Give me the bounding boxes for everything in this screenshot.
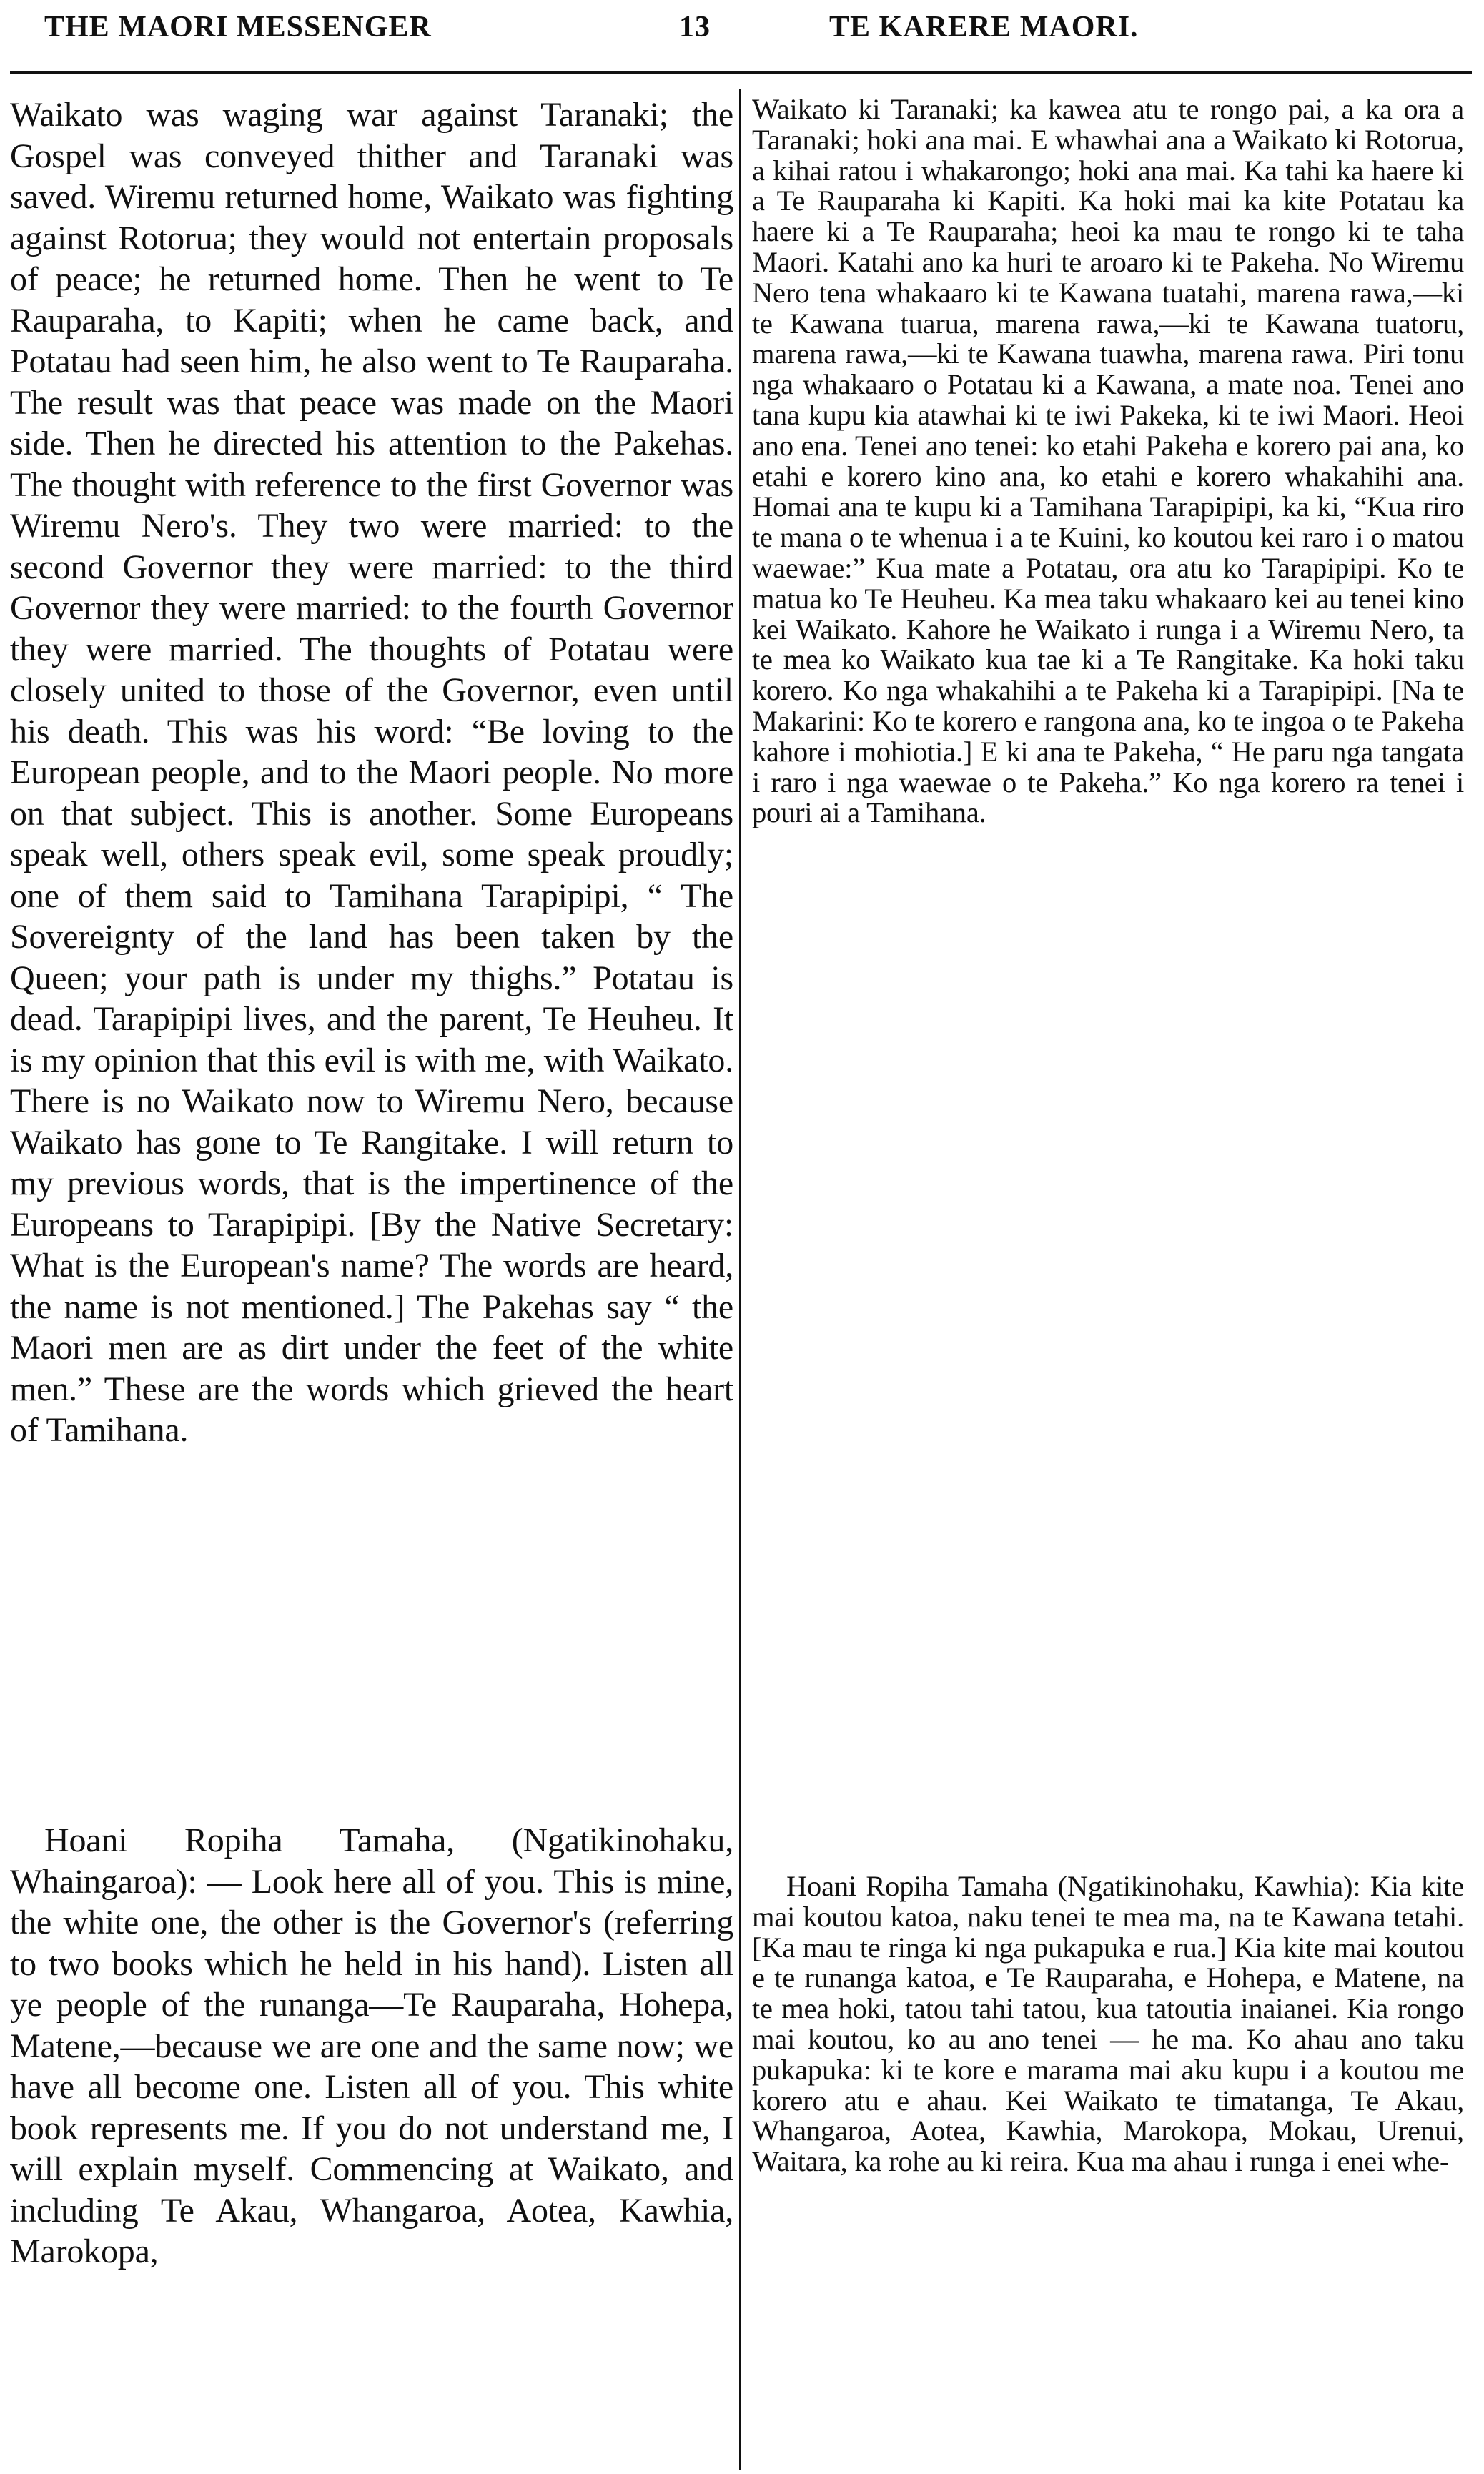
masthead-english: THE MAORI MESSENGER	[44, 11, 432, 44]
header-rule	[10, 71, 1472, 74]
page-number: 13	[679, 11, 711, 44]
maori-block-2	[752, 1871, 1464, 2177]
english-block-2	[10, 1820, 733, 2272]
maori-paragraph: Hoani Ropiha Tamaha (Ngatikinohaku, Kawhia): Kia kite mai koutou katoa, naku tenei te mea ma, na te Kawana tetahi. [Ka mau te ringa ki nga pukapuka e rua.] Kia kite mai koutou e te runanga katoa, e Te Rauparaha, e Hohepa, e Matene, na te mea hoki, tatou tahi tatou, kua tatoutia inaianei. Kia rongo mai koutou, ko au ano tenei — he ma. Ko ahau ano taku pukapuka: ki te kore e marama mai aku kupu i a koutou me korero atu e ahau. Kei Waikato te timatanga, Te Akau, Whangaroa, Aotea, Kawhia, Marokopa, Mokau, Urenui, Waitara, ka rohe au ki reira. Kua ma ahau i runga i enei whe-	[752, 1870, 1464, 2178]
page-header	[0, 0, 1484, 64]
english-paragraph: Waikato was waging war against Taranaki; the Gospel was conveyed thither and Taranaki was saved. Wiremu returned home, Waikato was fighting against Rotorua; they would not entertain proposals of peace; he returned home. Then he went to Te Rauparaha, to Kapiti; when he came back, and Potatau had seen him, he also went to Te Rauparaha. The result was that peace was made on the Maori side. Then he directed his attention to the Pakehas. The thought with reference to the first Governor was Wiremu Nero's. They two were married: to the second Governor they were married: to the third Governor they were married: to the fourth Governor they were married. The thoughts of Potatau were closely united to those of the Governor, even until his death. This was his word: “Be loving to the European people, and to the Maori people. No more on that subject. This is another. Some Europeans speak well, others speak evil, some speak proudly; one of them said to Tamihana Tarapipipi, “ The Sovereignty of the land has been taken by the Queen; your path is under my thighs.” Potatau is dead. Tarapipipi lives, and the parent, Te Heuheu. It is my opinion that this evil is with me, with Waikato. There is no Waikato now to Wiremu Nero, because Waikato has gone to Te Rangitake. I will return to my previous words, that is the impertinence of the Europeans to Tarapipipi. [By the Native Secretary: What is the European's name? The words are heard, the name is not mentioned.] The Pakehas say “ the Maori men are as dirt under the feet of the white men.” These are the words which grieved the heart of Tamihana.	[10, 96, 733, 1449]
maori-paragraph: Waikato ki Taranaki; ka kawea atu te rongo pai, a ka ora a Taranaki; hoki ana mai. E whawhai ana a Waikato ki Rotorua, a kihai ratou i whakarongo; hoki ana mai. Ka tahi ka haere ki a Te Rauparaha ki Kapiti. Ka hoki mai ka kite Potatau ka haere ki a Te Rauparaha; heoi ka mau te rongo ki te taha Maori. Katahi ano ka huri te aroaro ki te Pakeha. No Wiremu Nero tena whakaaro ki te Kawana tuatahi, marena rawa,—ki te Kawana tuarua, marena rawa,—ki te Kawana tuatoru, marena rawa,—ki te Kawana tuawha, marena rawa. Piri tonu nga whakaaro o Potatau ki a Kawana, a mate noa. Tenei ano tana kupu kia atawhai ki te iwi Pakeka, ki te iwi Maori. Heoi ano ena. Tenei ano tenei: ko etahi Pakeha e korero pai ana, ko etahi e korero kino ana, ko etahi e korero whakahihi ana. Homai ana te kupu ki a Tamihana Tarapipipi, ka ki, “Kua riro te mana o te whenua i a te Kuini, ko koutou kei raro i o matou waewae:” Kua mate a Potatau, ora atu ko Tarapipipi. Ko te matua ko Te Heuheu. Ka mea taku whakaaro kei au tenei kino kei Waikato. Kahore he Waikato i runga i a Wiremu Nero, ta te mea ko Waikato kua tae ki a Te Rangitake. Ka hoki taku korero. Ko nga whakahihi a te Pakeha ki a Tarapipipi. [Na te Makarini: Ko te korero e rangona ana, ko te ingoa o te Pakeha kahore i mohiotia.] E ki ana te Pakeha, “ He paru nga tangata i raro i nga waewae o te Pakeha.” Ko nga korero ra tenei i pouri ai a Tamihana.	[752, 93, 1464, 829]
english-block-1	[10, 94, 733, 1451]
masthead-maori: TE KARERE MAORI.	[829, 11, 1139, 44]
column-divider	[739, 89, 741, 2470]
maori-block-1	[752, 94, 1464, 828]
english-paragraph: Hoani Ropiha Tamaha, (Ngatikinohaku, Whaingaroa): — Look here all of you. This is mine, the white one, the other is the Governor's (referring to two books which he held in his hand). Listen all ye people of the runanga—Te Rauparaha, Hohepa, Matene,—because we are one and the same now; we have all become one. Listen all of you. This white book represents me. If you do not understand me, I will explain myself. Commencing at Waikato, and including Te Akau, Whangaroa, Aotea, Kawhia, Marokopa,	[10, 1821, 733, 2270]
